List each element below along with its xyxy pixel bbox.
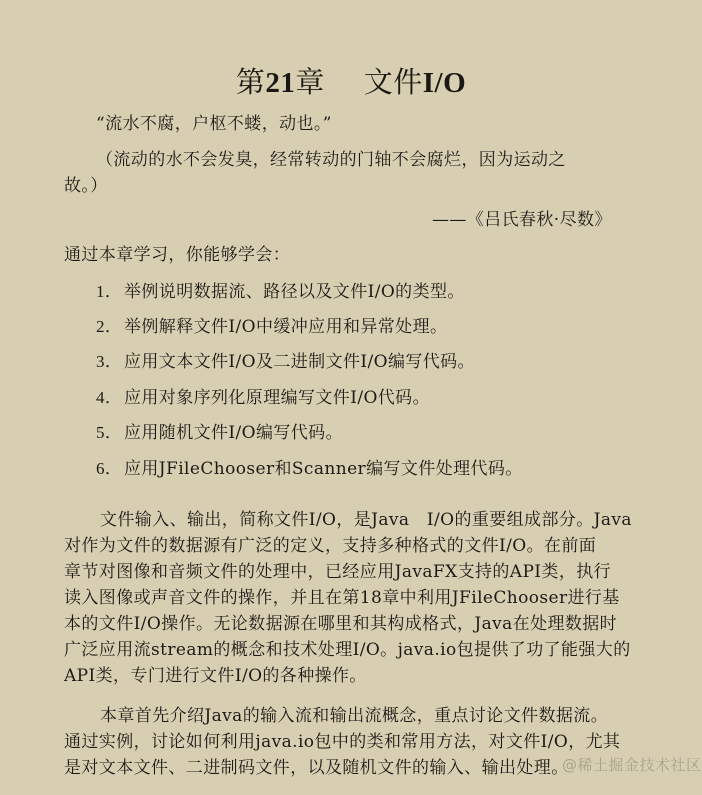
paragraph1-line: 广泛应用流stream的概念和技术处理I/O。java.io包提供了功了能强大的 (64, 640, 631, 660)
paragraph1-line: 本的文件I/O操作。无论数据源在哪里和其构成格式，Java在处理数据时 (64, 614, 618, 634)
paragraph1-line: 章节对图像和音频文件的处理中，已经应用JavaFX支持的API类，执行 (64, 562, 612, 582)
objective-item (96, 386, 430, 410)
chapter-suffix: 章 (295, 65, 325, 99)
epigraph-quote: “流水不腐，户枢不蝼，动也。” (96, 114, 332, 134)
objective-text: 举例解释文件I/O中缓冲应用和异常处理。 (124, 317, 448, 337)
chapter-number: 21 (265, 67, 296, 99)
paragraph1-line: 对作为文件的数据源有广泛的定义，支持多种格式的文件I/O。在前面 (64, 536, 597, 556)
epigraph-translation-line1: （流动的水不会发臭，经常转动的门轴不会腐烂，因为运动之 (96, 150, 566, 170)
chapter-title-latin: I/O (422, 67, 467, 99)
watermark: @稀土掘金技术社区 (562, 756, 702, 774)
objective-number: 3． (96, 352, 123, 371)
objective-number: 4． (96, 388, 123, 407)
paragraph2-line: 本章首先介绍Java的输入流和输出流概念，重点讨论文件数据流。 (100, 706, 609, 726)
objective-text: 应用文本文件I/O及二进制文件I/O编写代码。 (124, 352, 475, 372)
objective-text: 应用随机文件I/O编写代码。 (124, 423, 343, 443)
objectives-intro: 通过本章学习，你能够学会： (64, 245, 291, 265)
objective-number: 1． (96, 282, 123, 301)
objective-number: 6． (96, 459, 123, 478)
objective-item (96, 315, 447, 339)
objective-text: 举例说明数据流、路径以及文件I/O的类型。 (124, 282, 465, 302)
title-spacer (325, 65, 364, 99)
objective-number: 5． (96, 423, 123, 442)
paragraph2-line: 通过实例，讨论如何利用java.io包中的类和常用方法，对文件I/O，尤其 (64, 732, 621, 752)
objective-number: 2． (96, 317, 123, 336)
objective-item (96, 457, 523, 481)
paragraph1-line: API类，专门进行文件I/O的各种操作。 (64, 666, 367, 686)
chapter-title-cn: 文件 (363, 65, 423, 99)
epigraph-translation-line2: 故。） (64, 176, 108, 196)
objective-item (96, 280, 465, 304)
chapter-title (0, 62, 702, 103)
paragraph1-line: 文件输入、输出，简称文件I/O，是Java I/O的重要组成部分。Java (100, 510, 632, 530)
objective-item (96, 350, 475, 374)
epigraph-source: ——《吕氏春秋·尽数》 (432, 210, 612, 230)
paragraph2-line: 是对文本文件、二进制码文件，以及随机文件的输入、输出处理。 (64, 758, 569, 778)
chapter-prefix: 第 (235, 65, 266, 99)
objective-text: 应用对象序列化原理编写文件I/O代码。 (124, 388, 430, 408)
objective-item (96, 421, 343, 445)
paragraph1-line: 读入图像或声音文件的操作，并且在第18章中利用JFileChooser进行基 (64, 588, 620, 608)
objective-text: 应用JFileChooser和Scanner编写文件处理代码。 (124, 459, 523, 479)
